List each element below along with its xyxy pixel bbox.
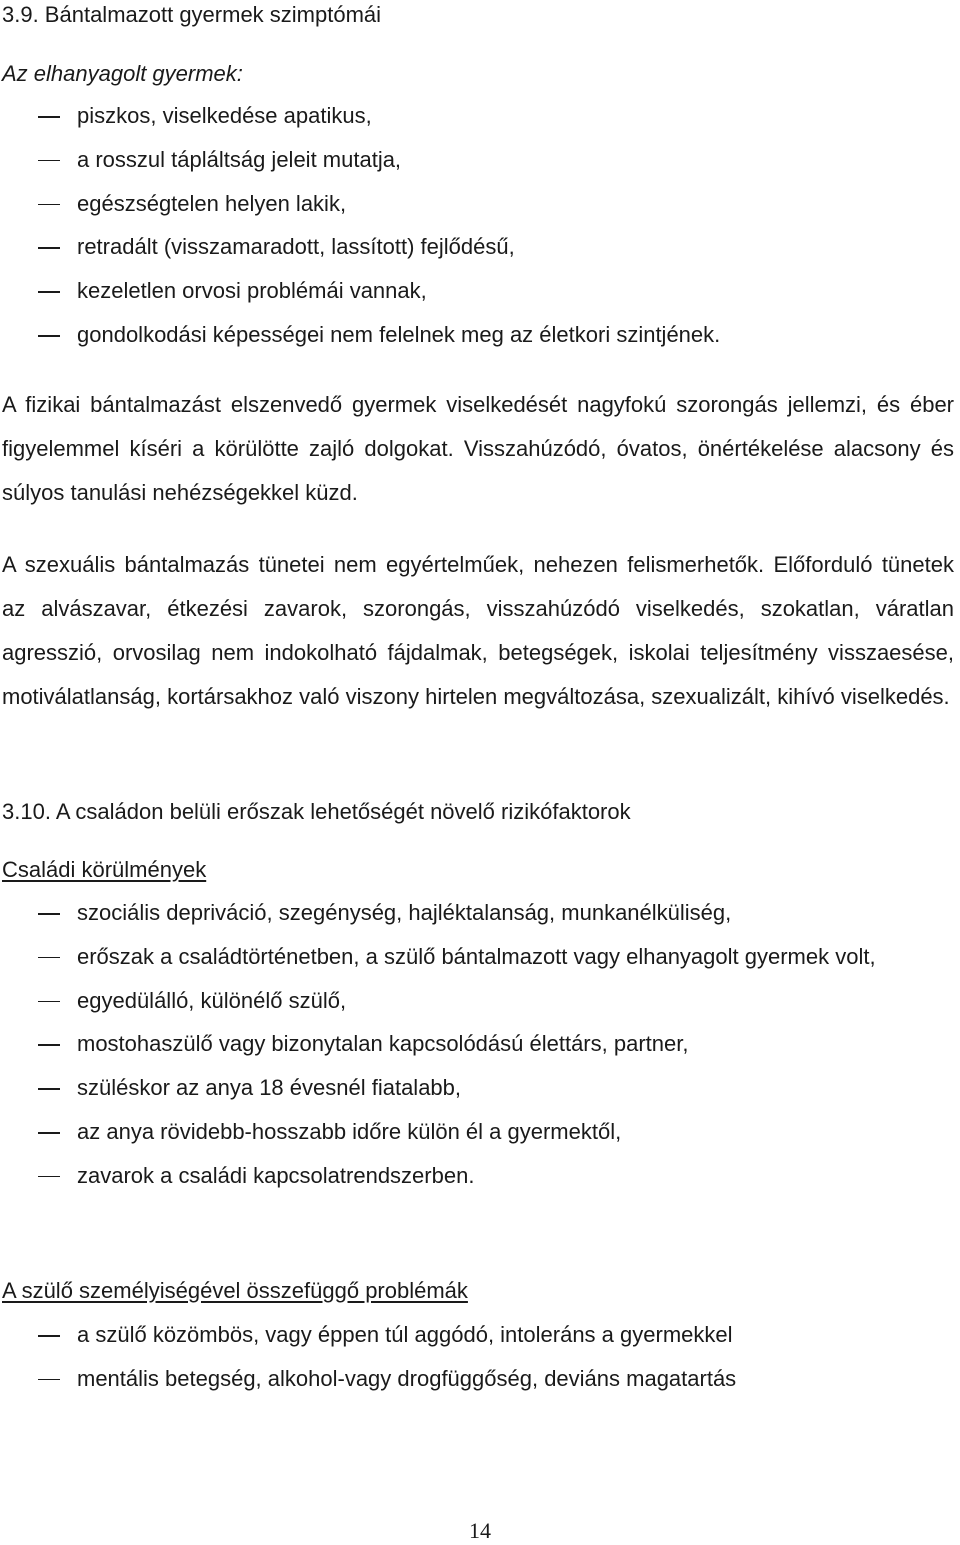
list-item: a rosszul tápláltság jeleit mutatja, — [0, 138, 960, 182]
dash-bullet-icon — [38, 160, 60, 162]
dash-bullet-icon — [38, 291, 60, 293]
section-3-9-title: 3.9. Bántalmazott gyermek szimptómái — [2, 2, 382, 27]
parent-personality-heading: A szülő személyiségével összefüggő problémák — [2, 1278, 468, 1303]
dash-bullet-icon — [38, 1044, 60, 1046]
list-item: a szülő közömbös, vagy éppen túl aggódó, intoleráns a gyermekkel — [0, 1313, 960, 1357]
list-item: szüléskor az anya 18 évesnél fiatalabb, — [0, 1066, 960, 1110]
section-3-10-title: 3.10. A családon belüli erőszak lehetőségét növelő rizikófaktorok — [2, 799, 631, 824]
dash-bullet-icon — [38, 335, 60, 337]
list-item: kezeletlen orvosi problémái vannak, — [0, 269, 960, 313]
dash-bullet-icon — [38, 1379, 60, 1381]
physical-abuse-paragraph: A fizikai bántalmazást elszenvedő gyermek viselkedését nagyfokú szorongás jellemzi, és éber figyelemmel kíséri a körülötte zajló dolgokat. Visszahúzódó, óvatos, önértékelése alacsony és súlyos tanulási nehézségekkel küzd. — [2, 392, 954, 505]
family-circumstances-list — [0, 891, 960, 1198]
neglected-child-list — [0, 94, 960, 357]
dash-bullet-icon — [38, 1335, 60, 1337]
dash-bullet-icon — [38, 116, 60, 118]
dash-bullet-icon — [38, 247, 60, 249]
dash-bullet-icon — [38, 204, 60, 206]
dash-bullet-icon — [38, 1001, 60, 1003]
list-item: mentális betegség, alkohol-vagy drogfüggőség, deviáns magatartás — [0, 1357, 960, 1401]
parent-personality-list — [0, 1313, 960, 1401]
list-item: gondolkodási képességei nem felelnek meg az életkori szintjének. — [0, 313, 960, 357]
list-item: piszkos, viselkedése apatikus, — [0, 94, 960, 138]
list-item: erőszak a családtörténetben, a szülő bántalmazott vagy elhanyagolt gyermek volt, — [0, 935, 960, 979]
list-item: egyedülálló, különélő szülő, — [0, 979, 960, 1023]
dash-bullet-icon — [38, 913, 60, 915]
family-circumstances-heading: Családi körülmények — [2, 857, 207, 882]
dash-bullet-icon — [38, 1176, 60, 1178]
sexual-abuse-paragraph: A szexuális bántalmazás tünetei nem egyértelműek, nehezen felismerhetők. Előforduló tünetek az alvászavar, étkezési zavarok, szorongás, visszahúzódó viselkedés, szokatlan, váratlan agresszió, orvosilag nem indokolható fájdalmak, betegségek, iskolai teljesítmény visszaesése, motiválatlanság, kortársakhoz való viszony hirtelen megváltozása, szexualizált, kihívó viselkedés. — [2, 552, 954, 709]
dash-bullet-icon — [38, 1132, 60, 1134]
page-number: 14 — [469, 1518, 491, 1543]
list-item: az anya rövidebb-hosszabb időre külön él a gyermektől, — [0, 1110, 960, 1154]
list-item: egészségtelen helyen lakik, — [0, 182, 960, 226]
dash-bullet-icon — [38, 957, 60, 959]
neglected-child-heading: Az elhanyagolt gyermek: — [2, 61, 243, 86]
dash-bullet-icon — [38, 1088, 60, 1090]
list-item: szociális depriváció, szegénység, hajléktalanság, munkanélküliség, — [0, 891, 960, 935]
list-item: mostohaszülő vagy bizonytalan kapcsolódású élettárs, partner, — [0, 1022, 960, 1066]
list-item: zavarok a családi kapcsolatrendszerben. — [0, 1154, 960, 1198]
list-item: retradált (visszamaradott, lassított) fejlődésű, — [0, 225, 960, 269]
